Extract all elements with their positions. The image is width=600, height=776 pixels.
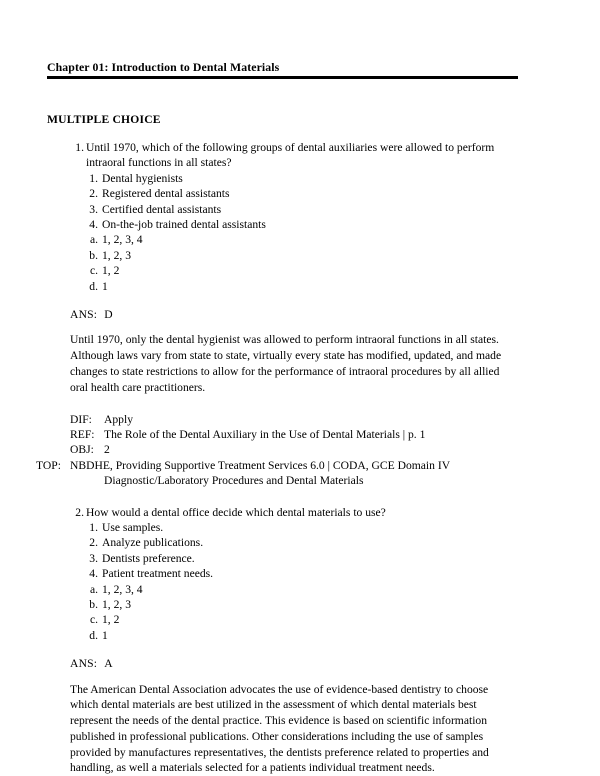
numbered-option[interactable] bbox=[85, 566, 532, 581]
answer-line bbox=[70, 307, 520, 322]
numbered-option[interactable] bbox=[85, 217, 532, 232]
choice-text: 1, 2, 3 bbox=[102, 248, 131, 262]
metadata-row-dif bbox=[70, 412, 522, 427]
answer-value: D bbox=[104, 308, 113, 322]
numbered-option-list bbox=[0, 520, 600, 582]
option-marker: 4. bbox=[89, 567, 98, 581]
metadata-key: OBJ: bbox=[70, 443, 94, 457]
answer-choice[interactable] bbox=[85, 597, 532, 612]
metadata-row-top bbox=[36, 458, 522, 489]
section-heading-multiple-choice: MULTIPLE CHOICE bbox=[47, 113, 161, 126]
answer-choice[interactable] bbox=[85, 612, 532, 627]
choice-text: 1, 2, 3, 4 bbox=[102, 233, 143, 247]
option-text: Certified dental assistants bbox=[102, 202, 222, 216]
choice-marker: c. bbox=[89, 264, 98, 278]
answer-value: A bbox=[104, 657, 113, 671]
metadata-value: The Role of the Dental Auxiliary in the Use of Dental Materials | p. 1 bbox=[104, 427, 426, 441]
option-marker: 4. bbox=[89, 218, 98, 232]
question-block bbox=[0, 505, 600, 776]
chapter-title: Chapter 01: Introduction to Dental Materials bbox=[47, 60, 280, 74]
numbered-option[interactable] bbox=[85, 202, 532, 217]
spacer bbox=[0, 643, 600, 656]
choice-marker: a. bbox=[89, 233, 98, 247]
metadata-key: TOP: bbox=[36, 458, 61, 472]
answer-label: ANS: bbox=[70, 657, 98, 671]
document-header bbox=[47, 60, 518, 79]
answer-choice[interactable] bbox=[85, 248, 532, 263]
metadata-value: 2 bbox=[104, 443, 110, 457]
choice-text: 1 bbox=[102, 628, 108, 642]
question-stem-text: How would a dental office decide which dental materials to use? bbox=[86, 505, 386, 519]
question-stem bbox=[70, 140, 534, 171]
spacer bbox=[0, 396, 600, 412]
lettered-answer-choices bbox=[0, 582, 600, 644]
numbered-option[interactable] bbox=[85, 520, 532, 535]
lettered-answer-choices bbox=[0, 232, 600, 294]
option-text: Analyze publications. bbox=[102, 536, 204, 550]
option-marker: 3. bbox=[89, 551, 98, 565]
choice-text: 1 bbox=[102, 279, 108, 293]
spacer bbox=[0, 672, 600, 682]
option-marker: 2. bbox=[89, 536, 98, 550]
question-block bbox=[0, 140, 600, 505]
question-stem bbox=[70, 505, 534, 520]
option-text: On-the-job trained dental assistants bbox=[102, 218, 266, 232]
metadata-row-obj bbox=[70, 442, 522, 457]
choice-text: 1, 2 bbox=[102, 264, 120, 278]
spacer bbox=[0, 294, 600, 307]
answer-choice[interactable] bbox=[85, 582, 532, 597]
numbered-option[interactable] bbox=[85, 171, 532, 186]
option-text: Registered dental assistants bbox=[102, 187, 230, 201]
option-marker: 1. bbox=[89, 520, 98, 534]
numbered-option[interactable] bbox=[85, 551, 532, 566]
choice-text: 1, 2 bbox=[102, 613, 120, 627]
choice-marker: b. bbox=[89, 598, 98, 611]
option-text: Use samples. bbox=[102, 520, 164, 534]
option-marker: 3. bbox=[89, 202, 98, 216]
option-text: Patient treatment needs. bbox=[102, 567, 214, 581]
question-stem-text: Until 1970, which of the following groups of dental auxiliaries were allowed to perform intraoral functions in all states? bbox=[86, 141, 495, 170]
choice-text: 1, 2, 3, 4 bbox=[102, 582, 143, 596]
answer-choice[interactable] bbox=[85, 628, 532, 643]
question-number: 2. bbox=[75, 505, 84, 519]
answer-rationale: The American Dental Association advocates the use of evidence-based dentistry to choose which dental materials are best utilized in the assessment of which dental materials best represent the needs of the dental practice. This evidence is based on scientific information published in professional publications. Other considerations including the use of samples provided by manufactures representatives, the dentists preference related to properties and handling, as well a materials selected for a patients individual treatment needs. bbox=[70, 682, 489, 775]
choice-marker: b. bbox=[89, 248, 98, 262]
choice-text: 1, 2, 3 bbox=[102, 598, 131, 611]
questions-container bbox=[0, 140, 600, 776]
question-metadata bbox=[36, 412, 522, 489]
numbered-option[interactable] bbox=[85, 535, 532, 550]
choice-marker: a. bbox=[89, 582, 98, 596]
header-divider bbox=[47, 76, 518, 79]
answer-rationale: Until 1970, only the dental hygienist was allowed to perform intraoral functions in all states. Although laws vary from state to state, virtually every state has modified, updated, and made changes to state restrictions to allow for the performance of intraoral procedures by all allied oral health care practitioners. bbox=[70, 333, 502, 394]
spacer bbox=[0, 322, 600, 332]
choice-marker: c. bbox=[89, 613, 98, 627]
spacer bbox=[0, 489, 600, 505]
metadata-key: REF: bbox=[70, 427, 95, 441]
choice-marker: d. bbox=[89, 628, 98, 642]
option-text: Dentists preference. bbox=[102, 551, 195, 565]
metadata-value: NBDHE, Providing Supportive Treatment Services 6.0 | CODA, GCE Domain IV Diagnostic/Laboratory Procedures and Dental Materials bbox=[70, 458, 450, 488]
option-text: Dental hygienists bbox=[102, 171, 183, 185]
answer-label: ANS: bbox=[70, 308, 98, 322]
metadata-key: DIF: bbox=[70, 412, 92, 426]
choice-marker: d. bbox=[89, 279, 98, 293]
option-marker: 1. bbox=[89, 171, 98, 185]
metadata-value: Apply bbox=[104, 412, 133, 426]
question-number: 1. bbox=[75, 141, 84, 154]
option-marker: 2. bbox=[89, 187, 98, 201]
numbered-option-list bbox=[0, 171, 600, 233]
answer-choice[interactable] bbox=[85, 263, 532, 278]
answer-choice[interactable] bbox=[85, 232, 532, 247]
numbered-option[interactable] bbox=[85, 186, 532, 201]
metadata-row-ref bbox=[70, 427, 522, 442]
answer-line bbox=[70, 656, 520, 671]
answer-choice[interactable] bbox=[85, 279, 532, 294]
